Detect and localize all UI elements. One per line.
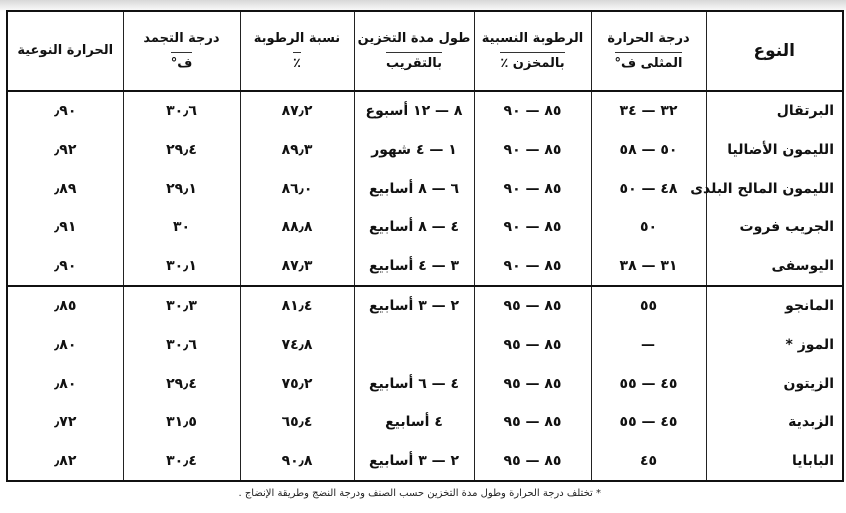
cell-moisture-content: ٨٧٫٢ — [240, 91, 354, 131]
cell-moisture-content: ٨٩٫٣ — [240, 131, 354, 170]
header-optimal-temperature — [591, 11, 706, 91]
cell-storage-duration: ٤ — ٨ أسابيع — [354, 208, 474, 247]
header-storage-duration-line1: طول مدة التخزين — [357, 30, 471, 46]
cell-type: المانجو — [706, 286, 843, 326]
header-storage-duration — [354, 11, 474, 91]
cell-freezing-point: ٣٠٫٤ — [123, 441, 240, 481]
table-body — [7, 91, 843, 481]
header-moisture-content — [240, 11, 354, 91]
cell-storage-duration: ٨ — ١٢ أسبوع — [354, 91, 474, 131]
header-row — [7, 11, 843, 91]
cell-freezing-point: ٣١٫٥ — [123, 403, 240, 442]
header-storage-humidity — [474, 11, 591, 91]
cell-storage-duration — [354, 326, 474, 365]
cell-freezing-point: ٢٩٫٤ — [123, 131, 240, 170]
cell-type: الزيتون — [706, 364, 843, 403]
cell-freezing-point: ٣٠ — [123, 208, 240, 247]
header-storage-duration-line2: بالتقريب — [386, 52, 442, 73]
cell-optimal-temperature: ٥٠ — [591, 208, 706, 247]
cell-specific-heat: ٫٨٩ — [7, 169, 123, 208]
cell-freezing-point: ٣٠٫٦ — [123, 326, 240, 365]
table-row — [7, 364, 843, 403]
cell-freezing-point: ٢٩٫٤ — [123, 364, 240, 403]
cell-moisture-content: ٨٧٫٣ — [240, 246, 354, 286]
cell-moisture-content: ٨٦٫٠ — [240, 169, 354, 208]
cell-optimal-temperature: — — [591, 326, 706, 365]
cell-specific-heat: ٫٩٢ — [7, 131, 123, 170]
cell-moisture-content: ٦٥٫٤ — [240, 403, 354, 442]
storage-conditions-table — [6, 10, 844, 482]
cell-freezing-point: ٣٠٫٦ — [123, 91, 240, 131]
cell-optimal-temperature: ٤٥ — [591, 441, 706, 481]
cell-type: البرتقال — [706, 91, 843, 131]
cell-specific-heat: ٫٩١ — [7, 208, 123, 247]
cell-optimal-temperature: ٤٥ — ٥٥ — [591, 364, 706, 403]
cell-moisture-content: ٨٨٫٨ — [240, 208, 354, 247]
cell-storage-duration: ٣ — ٤ أسابيع — [354, 246, 474, 286]
cell-optimal-temperature: ٥٠ — ٥٨ — [591, 131, 706, 170]
cell-specific-heat: ٫٩٠ — [7, 246, 123, 286]
header-optimal-temperature-line1: درجة الحرارة — [607, 30, 690, 46]
header-freezing-point-line1: درجة التجمد — [143, 30, 220, 46]
table-row — [7, 208, 843, 247]
cell-moisture-content: ٩٠٫٨ — [240, 441, 354, 481]
cell-type: البابايا — [706, 441, 843, 481]
cell-specific-heat: ٫٨٠ — [7, 326, 123, 365]
cell-specific-heat: ٫٨٠ — [7, 364, 123, 403]
cell-optimal-temperature: ٣٢ — ٣٤ — [591, 91, 706, 131]
cell-specific-heat: ٫٧٢ — [7, 403, 123, 442]
cell-storage-humidity: ٨٥ — ٩٠ — [474, 169, 591, 208]
header-moisture-content-line1: نسبة الرطوبة — [253, 30, 341, 46]
cell-optimal-temperature: ٥٥ — [591, 286, 706, 326]
cell-storage-humidity: ٨٥ — ٩٥ — [474, 403, 591, 442]
cell-specific-heat: ٫٩٠ — [7, 91, 123, 131]
header-specific-heat-line1: الحرارة النوعية — [17, 43, 114, 58]
table-row — [7, 169, 843, 208]
cell-type: الزبدية — [706, 403, 843, 442]
cell-storage-humidity: ٨٥ — ٩٥ — [474, 364, 591, 403]
cell-storage-duration: ٢ — ٣ أسابيع — [354, 441, 474, 481]
cell-storage-duration: ٦ — ٨ أسابيع — [354, 169, 474, 208]
cell-storage-duration: ٤ — ٦ أسابيع — [354, 364, 474, 403]
table-row — [7, 91, 843, 131]
cell-freezing-point: ٣٠٫١ — [123, 246, 240, 286]
table-row — [7, 403, 843, 442]
header-specific-heat — [7, 11, 123, 91]
header-type-line1: النوع — [753, 41, 795, 61]
header-type — [706, 11, 843, 91]
table-row — [7, 286, 843, 326]
cell-storage-duration: ١ — ٤ شهور — [354, 131, 474, 170]
cell-storage-humidity: ٨٥ — ٩٠ — [474, 246, 591, 286]
cell-storage-humidity: ٨٥ — ٩٥ — [474, 286, 591, 326]
cell-specific-heat: ٫٨٥ — [7, 286, 123, 326]
table-header — [7, 11, 843, 91]
cell-type: اليوسفى — [706, 246, 843, 286]
cell-specific-heat: ٫٨٢ — [7, 441, 123, 481]
cell-type: الليمون المالح البلدى — [706, 169, 843, 208]
header-freezing-point-line2: ف° — [171, 52, 193, 73]
table-row — [7, 246, 843, 286]
cell-moisture-content: ٧٤٫٨ — [240, 326, 354, 365]
cell-moisture-content: ٧٥٫٢ — [240, 364, 354, 403]
cell-storage-humidity: ٨٥ — ٩٠ — [474, 208, 591, 247]
cell-type: الموز * — [706, 326, 843, 365]
cell-storage-duration: ٤ أسابيع — [354, 403, 474, 442]
cell-optimal-temperature: ٣١ — ٣٨ — [591, 246, 706, 286]
cell-storage-duration: ٢ — ٣ أسابيع — [354, 286, 474, 326]
cell-moisture-content: ٨١٫٤ — [240, 286, 354, 326]
header-storage-humidity-line1: الرطوبة النسبية — [481, 30, 584, 46]
footnote: * تختلف درجة الحرارة وطول مدة التخزين حسب الصنف ودرجة النضج وطريقة الإنضاج . — [238, 488, 601, 499]
cell-freezing-point: ٢٩٫١ — [123, 169, 240, 208]
header-moisture-content-line2: ٪ — [293, 52, 301, 73]
cell-storage-humidity: ٨٥ — ٩٥ — [474, 326, 591, 365]
table-row — [7, 441, 843, 481]
header-freezing-point — [123, 11, 240, 91]
table-row — [7, 326, 843, 365]
table-row — [7, 131, 843, 170]
cell-optimal-temperature: ٤٨ — ٥٠ — [591, 169, 706, 208]
cell-type: الجريب فروت — [706, 208, 843, 247]
header-optimal-temperature-line2: المثلى ف° — [615, 52, 683, 73]
cell-storage-humidity: ٨٥ — ٩٥ — [474, 441, 591, 481]
cell-storage-humidity: ٨٥ — ٩٠ — [474, 91, 591, 131]
cell-optimal-temperature: ٤٥ — ٥٥ — [591, 403, 706, 442]
header-storage-humidity-line2: بالمخزن ٪ — [500, 52, 564, 73]
cell-freezing-point: ٣٠٫٣ — [123, 286, 240, 326]
cell-type: الليمون الأضاليا — [706, 131, 843, 170]
cell-storage-humidity: ٨٥ — ٩٠ — [474, 131, 591, 170]
